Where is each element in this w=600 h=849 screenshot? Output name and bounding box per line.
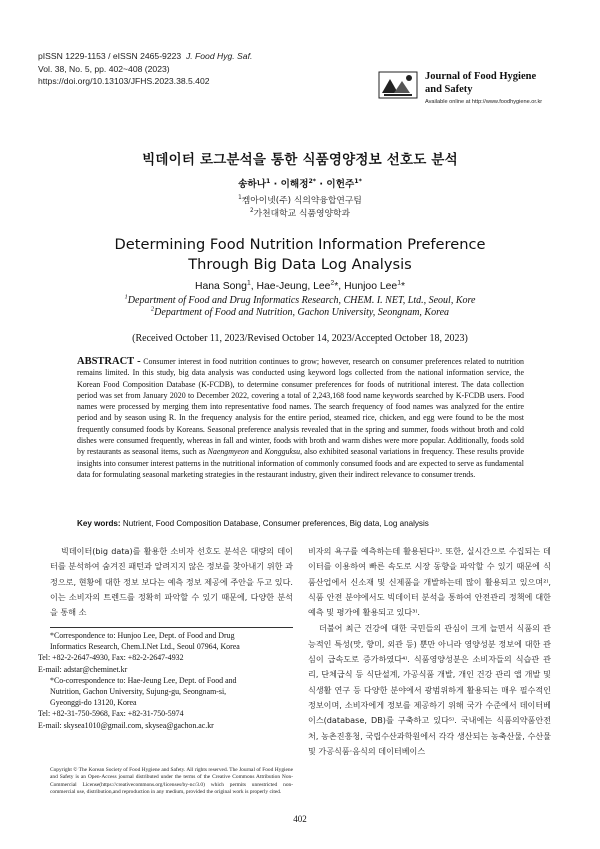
title-en-line2: Through Big Data Log Analysis <box>188 256 412 273</box>
journal-logo-block <box>378 70 546 110</box>
author-en-sep-2: *, <box>334 281 345 292</box>
fn2-line3: Gyeonggi-do 13120, Korea <box>50 698 137 708</box>
author-separator: · <box>273 179 278 190</box>
author-en-sep-1: , <box>250 281 257 292</box>
fn1-email[interactable]: E-mail: adstar@cheminet.kr <box>38 664 128 674</box>
aff-en-2-sup: 2 <box>150 305 155 313</box>
fn1-line2: Informatics Research, Chem.I.Net Ltd., Seoul 07964, Korea <box>50 642 240 652</box>
author-en-1-sup: 1 <box>246 279 251 287</box>
aff-ko-1-sup: 1 <box>238 195 242 202</box>
footnotes <box>38 630 293 731</box>
fn2-line2: Nutrition, Gachon University, Sujung-gu, Seongnam-si, <box>50 687 227 697</box>
title-korean: 빅데이터 로그분석을 통한 식품영양정보 선호도 분석 <box>142 152 458 168</box>
journal-citation-block <box>38 50 338 88</box>
received-dates: (Received October 11, 2023/Revised October 14, 2023/Accepted October 18, 2023) <box>132 333 468 344</box>
page-number: 402 <box>293 814 307 824</box>
issn: pISSN 1229-1153 / eISSN 2465-9223 <box>38 51 182 61</box>
aff-en-1-text: Department of Food and Drug Informatics Research, CHEM. I. NET, Ltd., Seoul, Kore <box>127 295 476 306</box>
body-right-column <box>308 544 551 759</box>
journal-url[interactable]: Available online at http://www.foodhygiene.or.kr <box>425 99 543 105</box>
authors-english <box>0 281 600 292</box>
journal-abbrev: J. Food Hyg. Saf. <box>185 51 253 61</box>
author-en-3: Hunjoo Lee <box>344 281 398 292</box>
author-ko-1: 송하나 <box>238 179 266 190</box>
author-en-2-sup: 2 <box>330 279 335 287</box>
fn1-line3: Tel: +82-2-2647-4930, Fax: +82-2-2647-4932 <box>38 653 184 663</box>
author-en-sep-3: * <box>400 281 406 292</box>
author-en-1: Hana Song <box>194 281 247 292</box>
abstract-italic-2: Kongguksu <box>264 447 301 457</box>
doi-line[interactable]: https://doi.org/10.13103/JFHS.2023.38.5.402 <box>38 76 210 86</box>
abstract-text-3: , also exhibited seasonal variations in frequency. These results provide insights into consumer interest patterns in the nutritional information of commonly consumed foods and are expected to serve as fundamental data for formulating seasonal marketing strategies in the restaurant industry, given their indirect relevance to consumer trends. <box>77 447 524 479</box>
author-separator: · <box>319 179 324 190</box>
keywords-text: Nutrient, Food Composition Database, Consumer preferences, Big data, Log analysis <box>120 519 429 528</box>
affiliation-en-1 <box>0 295 600 306</box>
aff-ko-1-text: 켐아이넷(주) 식의약융합연구팀 <box>241 196 362 206</box>
journal-name <box>425 70 536 96</box>
affiliation-ko-1 <box>0 193 600 206</box>
author-ko-3-sup: 1* <box>354 177 362 185</box>
aff-ko-2-text: 가천대학교 식품영양학과 <box>253 209 350 219</box>
journal-logo-icon <box>378 71 418 99</box>
abstract-text-1: Consumer interest in food nutrition continues to grow; however, research on consumer preferences related to nutrition remains limited. In this study, big data analysis was conducted using keyword logs collected from the national information service, the Korean Food Composition Database (K-FCDB), to determine consumer preferences for foods of nutritional interest. The data collection period was set from January 2020 to December 2022, covering a total of 2,243,168 food name keywords searched by K-FCDB users. Food names were processed by merging them into representative food names. The search frequency of food names was analyzed for the entire period and by season using R. In the frequency analysis for the entire period, steamed rice, chicken, and egg were found to be the most frequently consumed foods by Koreans. Seasonal preference analysis revealed that in the spring and summer, foods without broth and cold dishes were consumed frequently, whereas in fall and winter, foods with broth and warm dishes were more popular. Additionally, foods sold by restaurants as seasonal items, such as <box>77 357 524 457</box>
author-ko-2-sup: 2* <box>308 177 317 185</box>
author-ko-1-sup: 1 <box>265 177 271 185</box>
aff-en-2-text: Department of Food and Nutrition, Gachon University, Seongnam, Korea <box>154 307 450 318</box>
fn1-line1: *Correspondence to: Hunjoo Lee, Dept. of Food and Drug <box>50 631 235 640</box>
body-left-paragraph: 빅데이터(big data)를 활용한 소비자 선호도 분석은 대량의 데이터를 분석하여 숨겨진 패턴과 알려지지 않은 정보를 찾아내기 위한 과정으로, 현황에 대한 정보 보다는 예측 정보 제공에 주안을 두고 있다. 이는 소비자의 트렌드를 정확히 파악할 수 있기 때문에, 다양한 분석을 통해 소 <box>50 546 293 618</box>
title-english <box>0 235 600 275</box>
aff-ko-2-sup: 2 <box>250 208 254 215</box>
body-right-paragraph-1: 비자의 욕구를 예측하는데 활용된다¹⁾. 또한, 실시간으로 수집되는 데이터를 이용하여 빠른 속도로 시장 동향을 파악할 수 있기 때문에 식품산업에서 신소재 및 신제품을 개발하는데 많이 활용되고 있으며²⁾, 식품 안전 분야에서도 빅데이터 분석을 통하여 안전관리 정책에 대한 예측 및 평가에 활용되고 있다³⁾. <box>308 546 551 618</box>
footnote-co-correspondence <box>38 675 293 731</box>
aff-en-1-sup: 1 <box>124 293 128 301</box>
footnote-divider <box>50 627 293 628</box>
keywords-label: Key words: <box>77 519 121 528</box>
body-right-paragraph-2: 더불어 최근 건강에 대한 국민들의 관심이 크게 늘면서 식품의 관능적인 특성(맛, 향미, 외관 등) 뿐만 아니라 영양성분 정보에 대한 관심이 급속도로 증가하였다⁴⁾. 식품영양성분은 소비자들의 식습관 관리, 단체급식 등 식단설계, 가공식품 개발, 개인 건강 관리 앱 개발 및 식생활 연구 등 다양한 분야에서 광범위하게 활용되는 매우 필수적인 정보이며, 소비자에게 정보를 제공하기 위해 국가 수준에서 데이터베이스(database, DB)를 구축하고 있다⁵⁾. 국내에는 식품의약품안전처, 농촌진흥청, 국립수산과학원에서 각각 생산되는 농축산물, 수산물 및 가공식품·음식의 데이터베이스 <box>308 623 551 756</box>
affiliation-ko-2 <box>0 206 600 219</box>
author-ko-2: 이해정 <box>280 179 309 190</box>
title-en-line1: Determining Food Nutrition Information Preference <box>114 236 486 253</box>
journal-name-line1: Journal of Food Hygiene <box>425 71 537 82</box>
author-ko-3: 이헌주 <box>326 179 355 190</box>
fn2-email[interactable]: E-mail: skysea1010@gmail.com, skysea@gachon.ac.kr <box>38 720 214 730</box>
abstract-italic-1: Naengmyeon <box>207 447 249 457</box>
body-left-column <box>50 544 293 620</box>
keywords <box>77 519 524 528</box>
authors-korean <box>0 176 600 190</box>
abstract <box>77 356 524 480</box>
issn-line <box>38 50 338 63</box>
volume-line: Vol. 38, No. 5, pp. 402~408 (2023) <box>38 63 170 74</box>
journal-name-line2: and Safety <box>425 84 473 95</box>
fn2-line1: *Co-correspondence to: Hae-Jeung Lee, Dept. of Food and <box>50 675 237 685</box>
affiliation-en-2 <box>0 307 600 318</box>
author-en-2: Hae-Jeung, Lee <box>256 281 331 292</box>
abstract-text-2: and <box>248 447 265 457</box>
fn2-line4: Tel: +82-31-750-5968, Fax: +82-31-750-5974 <box>38 709 184 719</box>
abstract-label: ABSTRACT - <box>77 356 141 367</box>
footnote-correspondence <box>38 630 293 675</box>
author-en-3-sup: 1 <box>397 279 401 287</box>
copyright-notice: Copyright © The Korean Society of Food Hygiene and Safety. All rights reserved. The Journal of Food Hygiene and Safety is an Open-Access journal distributed under the terms of the Creative Commons Attribution Non-Commercial License(https://creativecommons.org/licenses/by-nc/3.0) which permits unrestricted non-commercial use, distribution,and reproduction in any medium, provided the original work is properly cited. <box>50 767 293 795</box>
